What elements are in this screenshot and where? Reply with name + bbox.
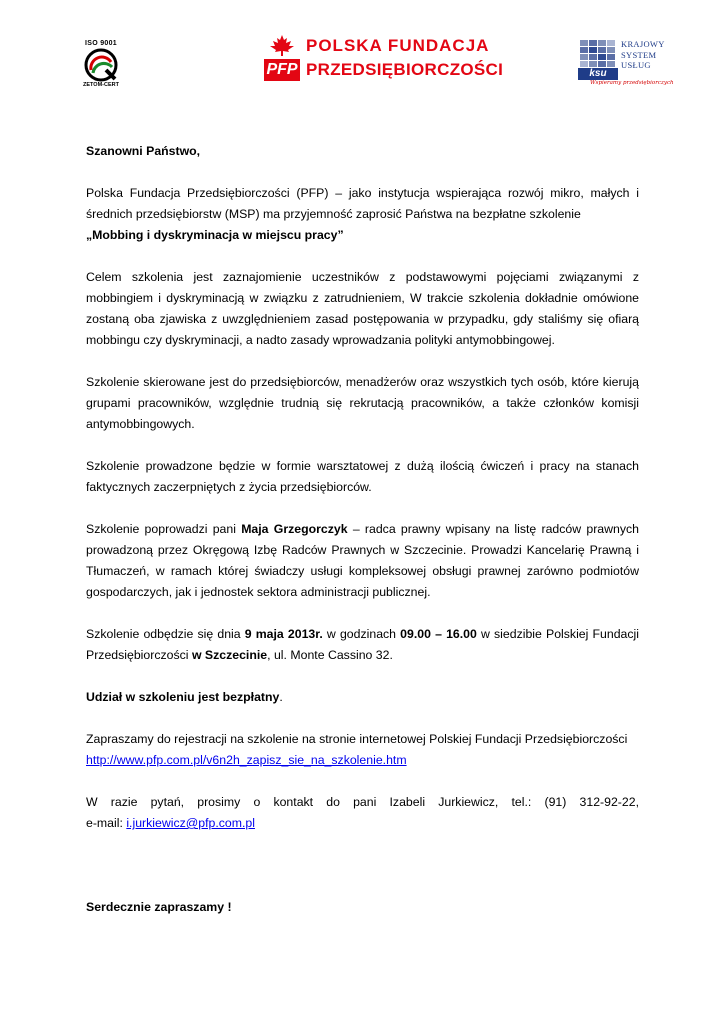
salutation: Szanowni Państwo, [86, 144, 201, 158]
training-city: w Szczecinie [191, 648, 268, 662]
ksu-name [621, 39, 665, 71]
zetom-cert-label: ZETOM-CERT [83, 82, 119, 88]
free-participation: Udział w szkoleniu jest bezpłatny. [86, 690, 283, 704]
training-title: „Mobbing i dyskryminacja w miejscu pracy” [86, 228, 344, 242]
intro-paragraph [86, 183, 639, 246]
trainer-paragraph: Szkolenie poprowadzi pani Maja Grzegorczyk – radca prawny wpisany na listę radców prawnych prowadzoną przez Okręgową Izbę Radców Prawnych w Szczecinie. Prowadzi Kancelarię Prawną i Tłumaczeń, w ramach której świadczy usługi kompleksowej obsługi prawnej zarówno podmiotów gospodarczych, jak i jednostek sektora administracji publicznej. [86, 522, 639, 599]
ksu-badge: ksu [578, 68, 618, 80]
closing: Serdecznie zapraszamy ! [86, 900, 232, 914]
pfp-badge: PFP [264, 59, 300, 81]
iso-label: ISO 9001 [85, 40, 117, 47]
intro-text: Polska Fundacja Przedsiębiorczości (PFP) – jako instytucja wspierająca rozwój mikro, małych i średnich przedsiębiorstw (MSP) ma przyjemność zaprosić Państwa na bezpłatne szkolenie [86, 186, 639, 221]
ksu-name-line3: USŁUG [621, 60, 651, 70]
date-paragraph: Szkolenie odbędzie się dnia 9 maja 2013r. w godzinach 09.00 – 16.00 w siedzibie Polskiej Fundacji Przedsiębiorczości w Szczecinie, ul. Monte Cassino 32. [86, 627, 639, 662]
format-paragraph: Szkolenie prowadzone będzie w formie warsztatowej z dużą ilością ćwiczeń i pracy na stanach faktycznych zaczerpniętych z życia przedsiębiorców. [86, 459, 639, 494]
ksu-slogan: Wspieramy przedsiębiorczych [590, 80, 674, 86]
email-label: e-mail: [86, 816, 127, 830]
zetom-cert-icon [84, 48, 118, 82]
pfp-name-line1: POLSKA FUNDACJA [306, 36, 490, 55]
registration-text: Zapraszamy do rejestracji na szkolenie na stronie internetowej Polskiej Fundacji Przedsiębiorczości [86, 732, 628, 746]
trainer-name: Maja Grzegorczyk [241, 522, 348, 536]
pfp-logo [262, 32, 504, 84]
training-hours: 09.00 – 16.00 [400, 627, 477, 641]
iso-logo [72, 40, 130, 88]
goal-paragraph: Celem szkolenia jest zaznajomienie uczestników z podstawowymi pojęciami związanymi z mobbingiem i dyskryminacją w związku z zatrudnieniem, W trakcie szkolenia dokładnie omówione zostaną oba zjawiska z uwzględnieniem zasad postępowania w przypadku, gdy staliśmy się ofiarą mobbingu czy dyskryminacji, a nadto zasady wprowadzania polityki antymobbingowej. [86, 270, 639, 347]
ksu-logo [578, 38, 678, 90]
email-link[interactable]: i.jurkiewicz@pfp.com.pl [126, 816, 255, 830]
registration-link[interactable]: http://www.pfp.com.pl/v6n2h_zapisz_sie_na_szkolenie.htm [86, 753, 407, 767]
audience-paragraph: Szkolenie skierowane jest do przedsiębiorców, menadżerów oraz wszystkich tych osób, które kierują grupami pracowników, względnie trudnią się rekrutacją pracowników, a także członków komisji antymobbingowych. [86, 375, 639, 431]
ksu-name-line1: KRAJOWY [621, 39, 665, 49]
pfp-name-line2: PRZEDSIĘBIORCZOŚCI [306, 60, 504, 79]
training-date: 9 maja 2013r. [244, 627, 323, 641]
letterhead [0, 0, 724, 110]
ksu-name-line2: SYSTEM [621, 49, 657, 60]
registration-paragraph [86, 729, 639, 771]
letter-body [86, 141, 639, 918]
maple-leaf-icon [266, 34, 298, 56]
contact-paragraph [86, 792, 639, 834]
contact-text: W razie pytań, prosimy o kontakt do pani Izabeli Jurkiewicz, tel.: (91) 312-92-22, [86, 795, 639, 809]
ksu-grid-icon [580, 40, 616, 68]
